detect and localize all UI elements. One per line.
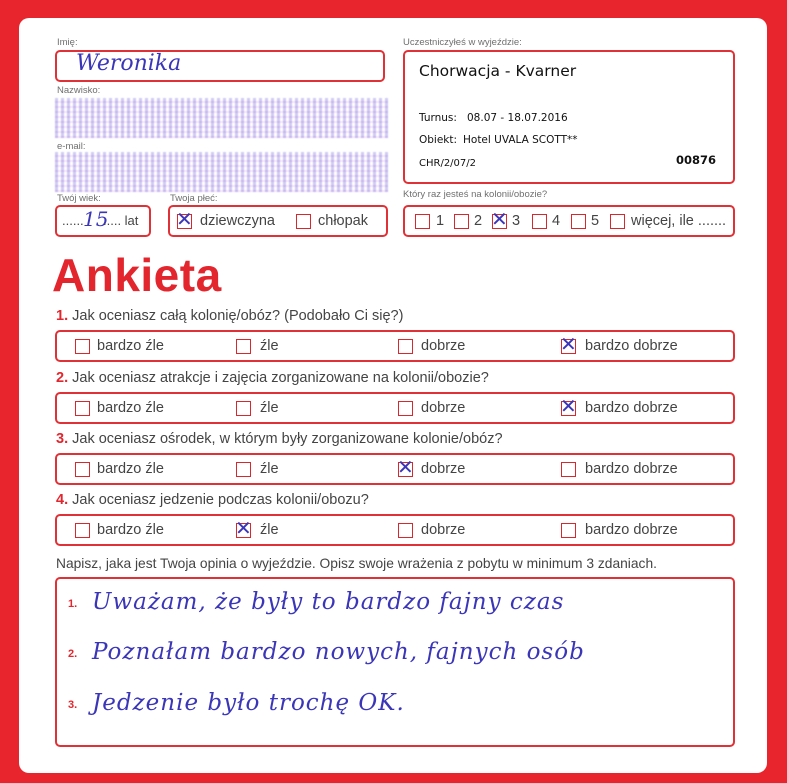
- times-checkbox-2[interactable]: [454, 214, 469, 229]
- answer-checkbox-2-2[interactable]: [236, 401, 251, 416]
- answer-checkbox-1-1[interactable]: [75, 339, 90, 354]
- opinion-line-number: 2.: [68, 648, 78, 660]
- answer-option-label: dobrze: [421, 338, 466, 354]
- question-text: Jak oceniasz atrakcje i zajęcia zorganizowane na kolonii/obozie?: [72, 370, 489, 386]
- answer-option-label: dobrze: [421, 522, 466, 538]
- answer-checkbox-1-2[interactable]: [236, 339, 251, 354]
- answer-checkbox-1-4[interactable]: [560, 332, 577, 356]
- opinion-line-handwriting: Uważam, że były to bardzo fajny czas: [92, 589, 565, 615]
- times-checkbox-more[interactable]: [610, 214, 625, 229]
- check-mark-icon: ✕: [397, 455, 414, 479]
- email-redacted: [55, 152, 388, 192]
- opinion-line-handwriting: Jedzenie było trochę OK.: [92, 690, 405, 716]
- answer-option-label: dobrze: [421, 400, 466, 416]
- question-number: 1.: [56, 308, 69, 324]
- times-checkbox-5[interactable]: [571, 214, 586, 229]
- answer-checkbox-3-4[interactable]: [561, 462, 576, 477]
- times-option-3: 3: [512, 213, 521, 229]
- answer-checkbox-2-1[interactable]: [75, 401, 90, 416]
- answer-option-label: bardzo dobrze: [585, 400, 678, 416]
- answer-option-label: bardzo źle: [97, 461, 164, 477]
- question-4: [56, 492, 369, 508]
- turnus-value: 08.07 - 18.07.2016: [467, 112, 568, 124]
- object-value: Hotel UVALA SCOTT**: [463, 134, 578, 146]
- question-number: 2.: [56, 370, 69, 386]
- answer-option-label: dobrze: [421, 461, 466, 477]
- object-label: Obiekt:: [419, 134, 458, 146]
- answer-checkbox-3-3[interactable]: [397, 455, 414, 479]
- answer-option-label: źle: [260, 338, 279, 354]
- times-checkbox-4[interactable]: [532, 214, 547, 229]
- gender-label: Twoja płeć:: [170, 193, 218, 204]
- question-3: [56, 431, 503, 447]
- question-number: 3.: [56, 431, 69, 447]
- survey-title: Ankieta: [52, 249, 222, 301]
- times-checkbox-1[interactable]: [415, 214, 430, 229]
- age-suffix: ..... lat: [103, 213, 139, 228]
- check-mark-icon: ✕: [176, 207, 193, 231]
- age-handwriting: 15: [83, 207, 109, 231]
- age-label: Twój wiek:: [57, 193, 101, 204]
- opinion-prompt: Napisz, jaka jest Twoja opinia o wyjeździe. Opisz swoje wrażenia z pobytu w minimum 3 zdaniach.: [56, 556, 657, 571]
- answer-checkbox-4-4[interactable]: [561, 523, 576, 538]
- opinion-line-number: 3.: [68, 699, 78, 711]
- times-checkbox-3[interactable]: [491, 207, 508, 231]
- check-mark-icon: ✕: [491, 207, 508, 231]
- times-label: Który raz jesteś na kolonii/obozie?: [403, 189, 548, 200]
- answer-checkbox-4-1[interactable]: [75, 523, 90, 538]
- trip-label: Uczestniczyłeś w wyjeździe:: [403, 37, 522, 48]
- turnus-label: Turnus:: [419, 112, 457, 124]
- check-mark-icon: ✕: [560, 394, 577, 418]
- times-option-more: więcej, ile .......: [631, 213, 727, 229]
- question-text: Jak oceniasz całą kolonię/obóz? (Podobało Ci się?): [72, 308, 404, 324]
- question-text: Jak oceniasz ośrodek, w którym były zorganizowane kolonie/obóz?: [72, 431, 503, 447]
- gender-checkbox-boy[interactable]: [296, 214, 311, 229]
- opinion-line-number: 1.: [68, 598, 78, 610]
- question-number: 4.: [56, 492, 69, 508]
- name-handwriting: Weronika: [76, 51, 182, 76]
- email-label: e-mail:: [57, 141, 86, 152]
- check-mark-icon: ✕: [235, 516, 252, 540]
- gender-option-boy: chłopak: [318, 213, 368, 229]
- trip-code: CHR/2/07/2: [419, 158, 477, 169]
- answer-option-label: źle: [260, 522, 279, 538]
- question-1: [56, 308, 403, 324]
- answer-option-label: bardzo dobrze: [585, 338, 678, 354]
- answer-checkbox-3-2[interactable]: [236, 462, 251, 477]
- answer-option-label: bardzo źle: [97, 522, 164, 538]
- answer-checkbox-1-3[interactable]: [398, 339, 413, 354]
- answer-option-label: bardzo źle: [97, 400, 164, 416]
- trip-destination: Chorwacja - Kvarner: [419, 62, 577, 80]
- answer-option-label: bardzo dobrze: [585, 522, 678, 538]
- gender-checkbox-girl[interactable]: [176, 207, 193, 231]
- age-prefix: ......: [62, 213, 84, 228]
- answer-checkbox-4-2[interactable]: [235, 516, 252, 540]
- answer-checkbox-2-3[interactable]: [398, 401, 413, 416]
- answer-option-label: bardzo źle: [97, 338, 164, 354]
- name-label: Imię:: [57, 37, 78, 48]
- times-option-2: 2: [474, 213, 483, 229]
- times-option-5: 5: [591, 213, 600, 229]
- answer-option-label: źle: [260, 400, 279, 416]
- surname-label: Nazwisko:: [57, 85, 101, 96]
- answer-option-label: bardzo dobrze: [585, 461, 678, 477]
- question-text: Jak oceniasz jedzenie podczas kolonii/obozu?: [72, 492, 369, 508]
- surname-redacted: [55, 98, 388, 138]
- question-2: [56, 370, 489, 386]
- answer-option-label: źle: [260, 461, 279, 477]
- times-option-1: 1: [436, 213, 445, 229]
- answer-checkbox-3-1[interactable]: [75, 462, 90, 477]
- check-mark-icon: ✕: [560, 332, 577, 356]
- gender-option-girl: dziewczyna: [200, 213, 275, 229]
- answer-checkbox-4-3[interactable]: [398, 523, 413, 538]
- times-option-4: 4: [552, 213, 561, 229]
- answer-checkbox-2-4[interactable]: [560, 394, 577, 418]
- opinion-line-handwriting: Poznałam bardzo nowych, fajnych osób: [92, 639, 585, 665]
- trip-number: 00876: [676, 153, 717, 167]
